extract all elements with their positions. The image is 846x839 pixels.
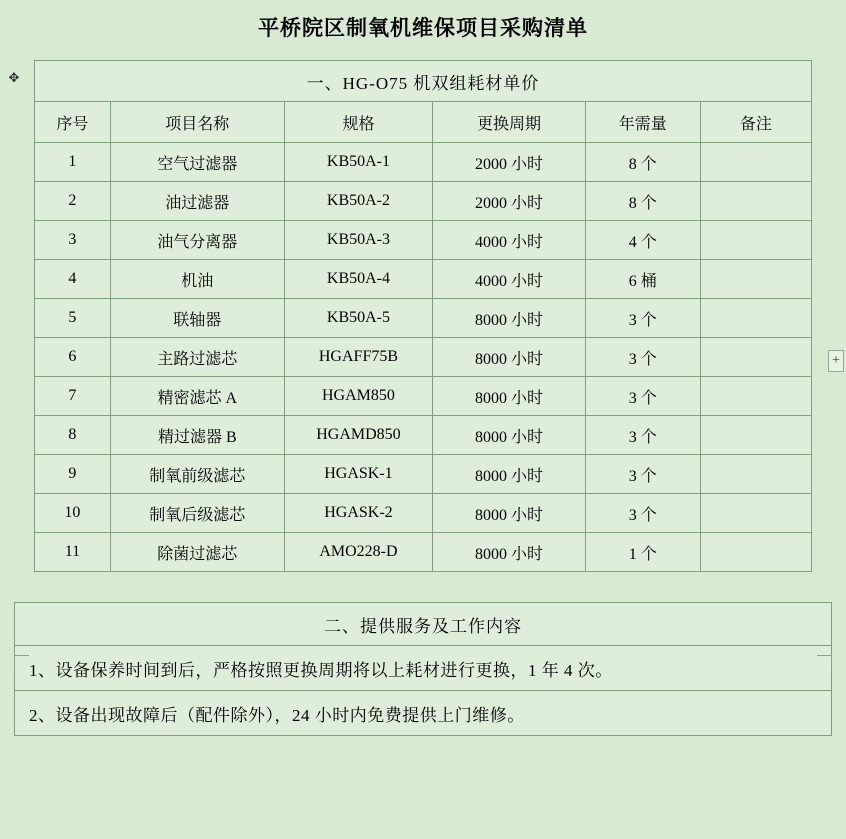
cell-spec: HGAM850 — [284, 377, 432, 416]
table-row — [35, 455, 812, 494]
cell-spec: KB50A-5 — [284, 299, 432, 338]
cell-no: 11 — [35, 533, 111, 572]
cell-cycle: 8000 小时 — [433, 377, 586, 416]
cell-cycle: 8000 小时 — [433, 455, 586, 494]
cell-name: 主路过滤芯 — [110, 338, 284, 377]
cell-qty: 3 个 — [585, 416, 700, 455]
materials-table-wrapper — [34, 60, 812, 572]
move-cross-icon[interactable]: ✥ — [8, 70, 20, 85]
cell-qty: 3 个 — [585, 494, 700, 533]
table-row — [35, 221, 812, 260]
cell-spec: HGAMD850 — [284, 416, 432, 455]
section1-heading: 一、HG-O75 机双组耗材单价 — [35, 61, 812, 102]
table-section-heading-row — [35, 61, 812, 102]
cell-spec: KB50A-3 — [284, 221, 432, 260]
cell-remark — [700, 338, 811, 377]
cell-spec: HGASK-2 — [284, 494, 432, 533]
table-row — [35, 182, 812, 221]
table-row — [35, 377, 812, 416]
column-header-remark: 备注 — [700, 102, 811, 143]
cell-cycle: 2000 小时 — [433, 143, 586, 182]
cell-remark — [700, 494, 811, 533]
services-table — [14, 602, 832, 736]
cell-cycle: 2000 小时 — [433, 182, 586, 221]
materials-table — [34, 60, 812, 572]
services-line-row — [15, 691, 832, 736]
cell-qty: 8 个 — [585, 182, 700, 221]
cell-remark — [700, 182, 811, 221]
service-line-1: 1、设备保养时间到后，严格按照更换周期将以上耗材进行更换，1 年 4 次。 — [15, 646, 832, 691]
cell-spec: KB50A-4 — [284, 260, 432, 299]
cell-name: 精密滤芯 A — [110, 377, 284, 416]
cell-remark — [700, 299, 811, 338]
cell-spec: HGASK-1 — [284, 455, 432, 494]
cell-cycle: 4000 小时 — [433, 260, 586, 299]
table-row — [35, 416, 812, 455]
cell-no: 1 — [35, 143, 111, 182]
services-line-row — [15, 646, 832, 691]
table-header-row — [35, 102, 812, 143]
cell-name: 制氧前级滤芯 — [110, 455, 284, 494]
cell-remark — [700, 221, 811, 260]
cell-name: 联轴器 — [110, 299, 284, 338]
table-row — [35, 299, 812, 338]
cell-qty: 1 个 — [585, 533, 700, 572]
section2-heading: 二、提供服务及工作内容 — [15, 603, 832, 646]
cell-qty: 3 个 — [585, 377, 700, 416]
service-line-2: 2、设备出现故障后（配件除外），24 小时内免费提供上门维修。 — [15, 691, 832, 736]
cell-no: 2 — [35, 182, 111, 221]
cell-spec: KB50A-1 — [284, 143, 432, 182]
selection-corner-left-icon — [14, 655, 29, 670]
cell-remark — [700, 260, 811, 299]
cell-qty: 6 桶 — [585, 260, 700, 299]
cell-qty: 8 个 — [585, 143, 700, 182]
cell-no: 3 — [35, 221, 111, 260]
cell-remark — [700, 143, 811, 182]
cell-qty: 3 个 — [585, 299, 700, 338]
table-row — [35, 494, 812, 533]
cell-spec: HGAFF75B — [284, 338, 432, 377]
table-row — [35, 533, 812, 572]
cell-no: 8 — [35, 416, 111, 455]
services-heading-row — [15, 603, 832, 646]
cell-cycle: 4000 小时 — [433, 221, 586, 260]
cell-name: 精过滤器 B — [110, 416, 284, 455]
cell-cycle: 8000 小时 — [433, 416, 586, 455]
page-title: 平桥院区制氧机维保项目采购清单 — [258, 17, 588, 40]
cell-no: 6 — [35, 338, 111, 377]
cell-remark — [700, 455, 811, 494]
cell-remark — [700, 416, 811, 455]
cell-no: 10 — [35, 494, 111, 533]
cell-name: 机油 — [110, 260, 284, 299]
selection-corner-right-icon — [817, 655, 832, 670]
cell-spec: KB50A-2 — [284, 182, 432, 221]
cell-no: 4 — [35, 260, 111, 299]
cell-name: 制氧后级滤芯 — [110, 494, 284, 533]
cell-name: 油气分离器 — [110, 221, 284, 260]
cell-cycle: 8000 小时 — [433, 533, 586, 572]
column-header-no: 序号 — [35, 102, 111, 143]
cell-name: 油过滤器 — [110, 182, 284, 221]
table-row — [35, 143, 812, 182]
cell-name: 空气过滤器 — [110, 143, 284, 182]
cell-remark — [700, 377, 811, 416]
cell-no: 7 — [35, 377, 111, 416]
cell-no: 9 — [35, 455, 111, 494]
table-row — [35, 338, 812, 377]
table-row — [35, 260, 812, 299]
cell-qty: 3 个 — [585, 338, 700, 377]
column-header-name: 项目名称 — [110, 102, 284, 143]
column-header-cycle: 更换周期 — [433, 102, 586, 143]
cell-name: 除菌过滤芯 — [110, 533, 284, 572]
cell-cycle: 8000 小时 — [433, 494, 586, 533]
cell-remark — [700, 533, 811, 572]
services-table-wrapper — [14, 602, 832, 736]
column-header-spec: 规格 — [284, 102, 432, 143]
cell-no: 5 — [35, 299, 111, 338]
cell-qty: 3 个 — [585, 455, 700, 494]
cell-cycle: 8000 小时 — [433, 338, 586, 377]
column-header-qty: 年需量 — [585, 102, 700, 143]
expand-table-button[interactable]: + — [828, 350, 844, 372]
cell-cycle: 8000 小时 — [433, 299, 586, 338]
cell-qty: 4 个 — [585, 221, 700, 260]
cell-spec: AMO228-D — [284, 533, 432, 572]
